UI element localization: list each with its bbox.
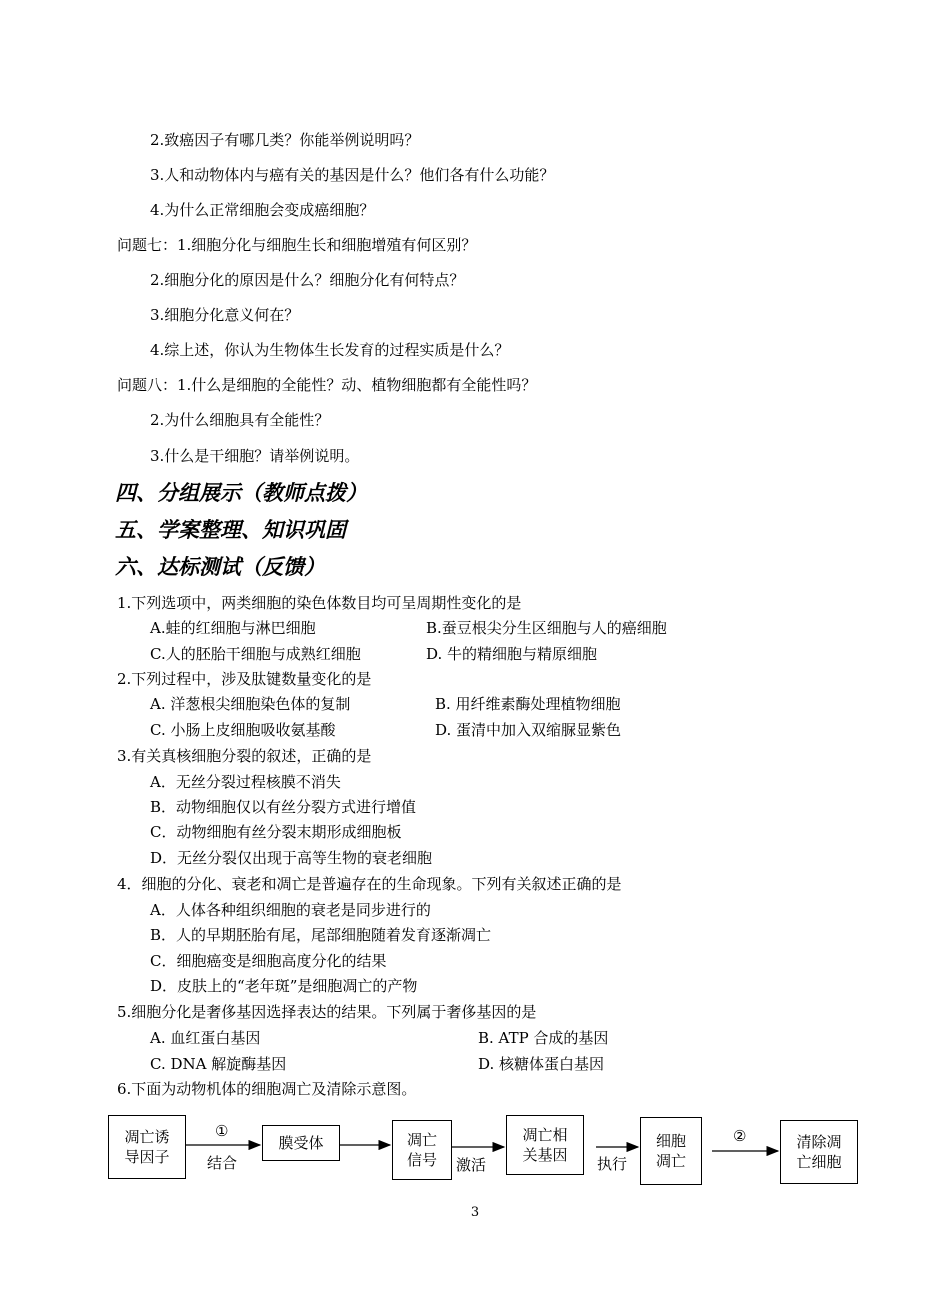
test-question-stem: 4．细胞的分化、衰老和凋亡是普遍存在的生命现象。下列有关叙述正确的是: [117, 875, 622, 893]
section-heading: 六、达标测试（反馈）: [115, 554, 325, 579]
diagram-box-inducer: 凋亡诱 导因子: [108, 1115, 186, 1179]
test-question-stem: 2.下列过程中，涉及肽键数量变化的是: [117, 670, 372, 688]
option-b: B. ATP 合成的基因: [478, 1029, 609, 1047]
question-text: 3.人和动物体内与癌有关的基因是什么？他们各有什么功能？: [150, 166, 555, 184]
question-text: 4.综上述，你认为生物体生长发育的过程实质是什么？: [150, 341, 510, 359]
arrow-label-1-bottom: 结合: [207, 1154, 238, 1172]
diagram-box-genes: 凋亡相 关基因: [506, 1115, 584, 1175]
question-text: 2.细胞分化的原因是什么？细胞分化有何特点？: [150, 271, 465, 289]
option-a: A. 血红蛋白基因: [150, 1029, 261, 1047]
diagram-box-signal: 凋亡 信号: [392, 1120, 452, 1180]
diagram-box-apoptosis: 细胞 凋亡: [640, 1117, 702, 1185]
option-c: C. 小肠上皮细胞吸收氨基酸: [150, 721, 336, 739]
arrow-label-4: 执行: [597, 1155, 628, 1173]
option-a: A．人体各种组织细胞的衰老是同步进行的: [150, 901, 431, 919]
arrow-label-5-top: ②: [733, 1127, 747, 1145]
option-d: D．无丝分裂仅出现于高等生物的衰老细胞: [150, 849, 433, 867]
question-7-title: 问题七：1.细胞分化与细胞生长和细胞增殖有何区别？: [117, 236, 477, 254]
option-d: D. 核糖体蛋白基因: [478, 1055, 605, 1073]
test-question-stem: 1.下列选项中，两类细胞的染色体数目均可呈周期性变化的是: [117, 594, 522, 612]
option-b: B．动物细胞仅以有丝分裂方式进行增值: [150, 798, 417, 816]
option-d: D. 蛋清中加入双缩脲显紫色: [435, 721, 622, 739]
section-heading: 五、学案整理、知识巩固: [115, 517, 346, 542]
option-a: A.蛙的红细胞与淋巴细胞: [150, 619, 316, 637]
option-b: B．人的早期胚胎有尾，尾部细胞随着发育逐渐凋亡: [150, 926, 492, 944]
page-number: 3: [470, 1205, 480, 1220]
question-8-title: 问题八：1.什么是细胞的全能性？动、植物细胞都有全能性吗？: [117, 376, 537, 394]
option-c: C．动物细胞有丝分裂末期形成细胞板: [150, 823, 402, 841]
question-text: 3.细胞分化意义何在？: [150, 306, 300, 324]
test-question-stem: 5.细胞分化是奢侈基因选择表达的结果。下列属于奢侈基因的是: [117, 1003, 537, 1021]
option-d: D．皮肤上的“老年斑”是细胞凋亡的产物: [150, 977, 418, 995]
section-heading: 四、分组展示（教师点拨）: [115, 480, 367, 505]
option-c: C. DNA 解旋酶基因: [150, 1055, 287, 1073]
question-text: 2.致癌因子有哪几类？你能举例说明吗？: [150, 131, 420, 149]
option-c: C.人的胚胎干细胞与成熟红细胞: [150, 645, 361, 663]
arrow-label-1-top: ①: [215, 1122, 229, 1140]
option-a: A. 洋葱根尖细胞染色体的复制: [150, 695, 351, 713]
option-b: B.蚕豆根尖分生区细胞与人的癌细胞: [426, 619, 667, 637]
option-d: D. 牛的精细胞与精原细胞: [426, 645, 598, 663]
diagram-box-clearance: 清除凋 亡细胞: [780, 1120, 858, 1184]
test-question-stem: 3.有关真核细胞分裂的叙述，正确的是: [117, 747, 372, 765]
arrow-label-3: 激活: [456, 1156, 487, 1174]
diagram-box-receptor: 膜受体: [262, 1125, 340, 1161]
question-text: 3.什么是干细胞？请举例说明。: [150, 447, 360, 465]
question-text: 4.为什么正常细胞会变成癌细胞？: [150, 201, 375, 219]
option-c: C．细胞癌变是细胞高度分化的结果: [150, 952, 387, 970]
test-question-stem: 6.下面为动物机体的细胞凋亡及清除示意图。: [117, 1080, 417, 1098]
option-a: A．无丝分裂过程核膜不消失: [150, 773, 341, 791]
option-b: B. 用纤维素酶处理植物细胞: [435, 695, 621, 713]
question-text: 2.为什么细胞具有全能性？: [150, 411, 330, 429]
